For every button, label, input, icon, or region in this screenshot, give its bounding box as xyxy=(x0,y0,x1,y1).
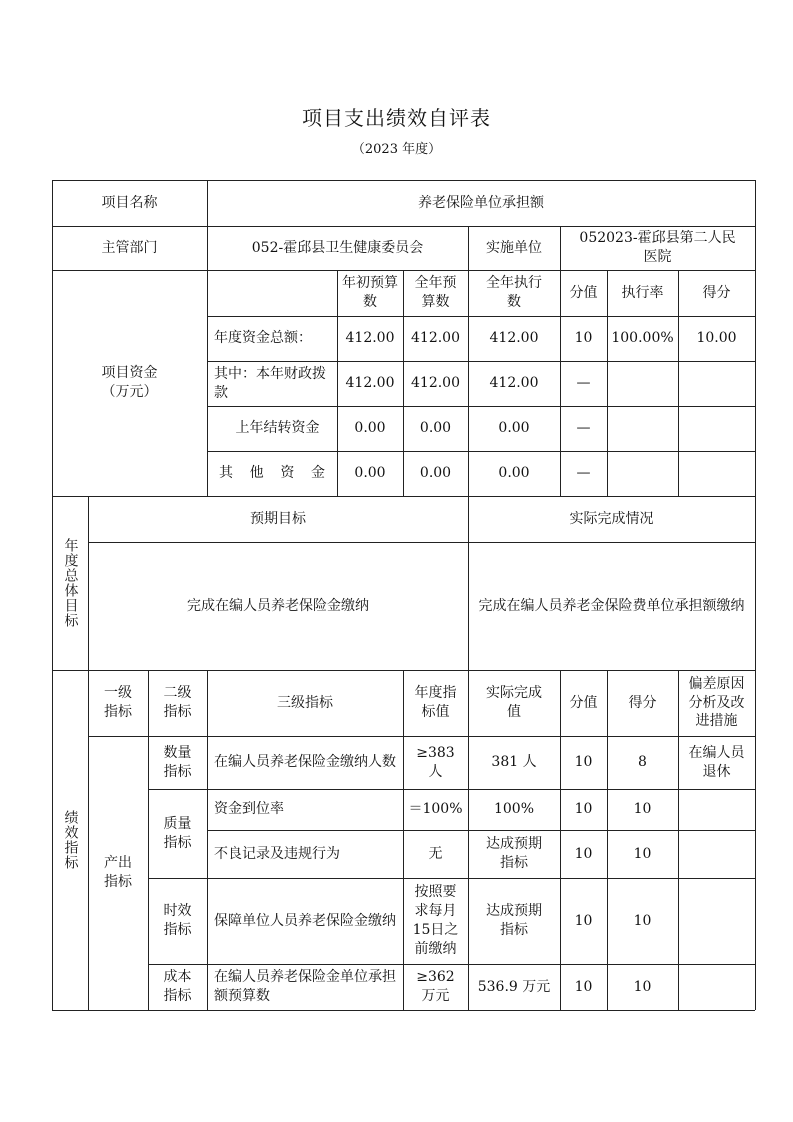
indicator-header: 一级指标 xyxy=(104,685,132,720)
dept-label: 主管部门 xyxy=(101,239,158,256)
indicator-score: 10 xyxy=(633,912,652,929)
indicator-actual: 100% xyxy=(493,801,535,818)
rule xyxy=(52,1010,755,1011)
indicator-header: 得分 xyxy=(628,694,657,711)
indicators-label-text: 绩效指标 xyxy=(62,810,79,870)
funds-header: 分值 xyxy=(569,284,598,301)
indicator-actual: 536.9 万元 xyxy=(477,978,551,995)
indicator-score: 10 xyxy=(633,845,652,862)
indicator-level3: 保障单位人员养老保险金缴纳 xyxy=(214,912,396,929)
indicator-weight: 10 xyxy=(574,754,593,771)
indicator-actual: 达成预期指标 xyxy=(486,903,542,938)
funds-cell xyxy=(607,406,678,451)
funds-header: 全年执行数 xyxy=(486,275,542,310)
funds-cell xyxy=(678,451,755,496)
indicator-level3: 不良记录及违规行为 xyxy=(214,845,340,862)
funds-cell: 0.00 xyxy=(419,465,452,482)
funds-row-label: 其中：本年财政拨款 xyxy=(214,365,326,401)
indicator-level3: 在编人员养老保险金单位承担额预算数 xyxy=(214,969,396,1004)
funds-cell: 10 xyxy=(574,330,593,347)
funds-cell: 412.00 xyxy=(411,375,460,392)
indicator-header: 分值 xyxy=(569,694,598,711)
funds-header: 执行率 xyxy=(621,284,664,301)
funds-cell: 0.00 xyxy=(354,420,386,437)
funds-header: 年初预算数 xyxy=(342,275,398,310)
indicator-target: ≥383人 xyxy=(416,744,455,780)
funds-row-label: 年度资金总额： xyxy=(214,330,312,347)
funds-cell: 412.00 xyxy=(489,375,539,392)
indicator-target: 按照要求每月15日之前缴纳 xyxy=(412,884,459,957)
indicator-header: 年度指标值 xyxy=(414,685,457,720)
goals-label-text: 年度总体目标 xyxy=(62,538,79,628)
funds-cell: 412.00 xyxy=(489,330,539,347)
goals-expected-text: 完成在编人员养老保险金缴纳 xyxy=(187,597,369,614)
funds-cell: 412.00 xyxy=(345,330,395,347)
indicator-header: 二级指标 xyxy=(163,685,192,720)
indicator-score: 10 xyxy=(633,978,652,995)
impl-unit-value: 052023-霍邱县第二人民医院 xyxy=(579,230,736,265)
project-name-label: 项目名称 xyxy=(101,194,158,211)
funds-cell: 0.00 xyxy=(419,420,452,437)
indicator-target: ＝100% xyxy=(408,801,463,818)
funds-header: 全年预算数 xyxy=(414,275,457,310)
indicator-reason xyxy=(678,830,755,878)
indicator-header: 实际完成值 xyxy=(486,685,542,720)
impl-unit-label: 实施单位 xyxy=(486,239,542,256)
funds-cell xyxy=(678,406,755,451)
indicator-actual: 381 人 xyxy=(491,754,537,771)
funds-cell: — xyxy=(576,420,591,437)
funds-cell xyxy=(678,361,755,406)
indicator-reason xyxy=(678,964,755,1010)
indicators-label xyxy=(52,670,88,1010)
indicator-header: 偏差原因分析及改进措施 xyxy=(688,675,745,730)
indicator-header: 三级指标 xyxy=(277,694,333,711)
indicator-level3: 资金到位率 xyxy=(214,801,284,818)
indicator-reason xyxy=(678,878,755,964)
funds-row-label-text: 其他资金 xyxy=(219,465,325,482)
funds-cell: 0.00 xyxy=(498,420,530,437)
indicator-level2: 成本指标 xyxy=(163,969,192,1004)
indicator-reason xyxy=(678,789,755,830)
funds-cell: 0.00 xyxy=(498,465,530,482)
indicator-actual: 达成预期指标 xyxy=(486,836,542,871)
indicator-target: ≥362万元 xyxy=(416,969,455,1004)
indicator-level2: 数量指标 xyxy=(163,744,192,780)
indicator-reason: 在编人员退休 xyxy=(688,744,745,780)
funds-cell xyxy=(607,451,678,496)
goals-expected-header: 预期目标 xyxy=(250,510,306,527)
indicator-weight: 10 xyxy=(574,978,593,995)
indicator-target: 无 xyxy=(428,845,443,862)
goals-actual-header: 实际完成情况 xyxy=(569,510,654,527)
indicator-level2: 时效指标 xyxy=(163,903,192,938)
funds-cell: 0.00 xyxy=(354,465,386,482)
funds-cell: 10.00 xyxy=(696,330,737,347)
indicator-score: 10 xyxy=(633,801,652,818)
goals-label xyxy=(52,496,88,670)
funds-cell: — xyxy=(576,375,591,392)
indicator-level3: 在编人员养老保险金缴纳人数 xyxy=(214,754,396,771)
project-name-value: 养老保险单位承担额 xyxy=(418,194,544,211)
indicator-level2: 质量指标 xyxy=(163,815,192,851)
indicator-weight: 10 xyxy=(574,801,593,818)
funds-cell xyxy=(607,361,678,406)
page-subtitle: （2023 年度） xyxy=(351,142,442,157)
funds-cell: 100.00% xyxy=(611,330,674,347)
page-title: 项目支出绩效自评表 xyxy=(302,106,491,130)
indicator-score: 8 xyxy=(638,754,647,771)
funds-row-label: 上年结转资金 xyxy=(235,420,320,437)
funds-label: 项目资金（万元） xyxy=(101,365,158,400)
indicator-level1: 产出指标 xyxy=(104,855,132,890)
dept-value: 052-霍邱县卫生健康委员会 xyxy=(251,239,424,256)
indicator-weight: 10 xyxy=(574,845,593,862)
funds-cell: — xyxy=(576,465,591,482)
funds-cell: 412.00 xyxy=(345,375,395,392)
goals-actual-text: 完成在编人员养老金保险费单位承担额缴纳 xyxy=(478,597,745,614)
funds-header: 得分 xyxy=(702,284,731,301)
funds-row-label xyxy=(207,451,337,496)
indicator-weight: 10 xyxy=(574,912,593,929)
funds-cell: 412.00 xyxy=(411,330,460,347)
rule xyxy=(755,180,756,1010)
